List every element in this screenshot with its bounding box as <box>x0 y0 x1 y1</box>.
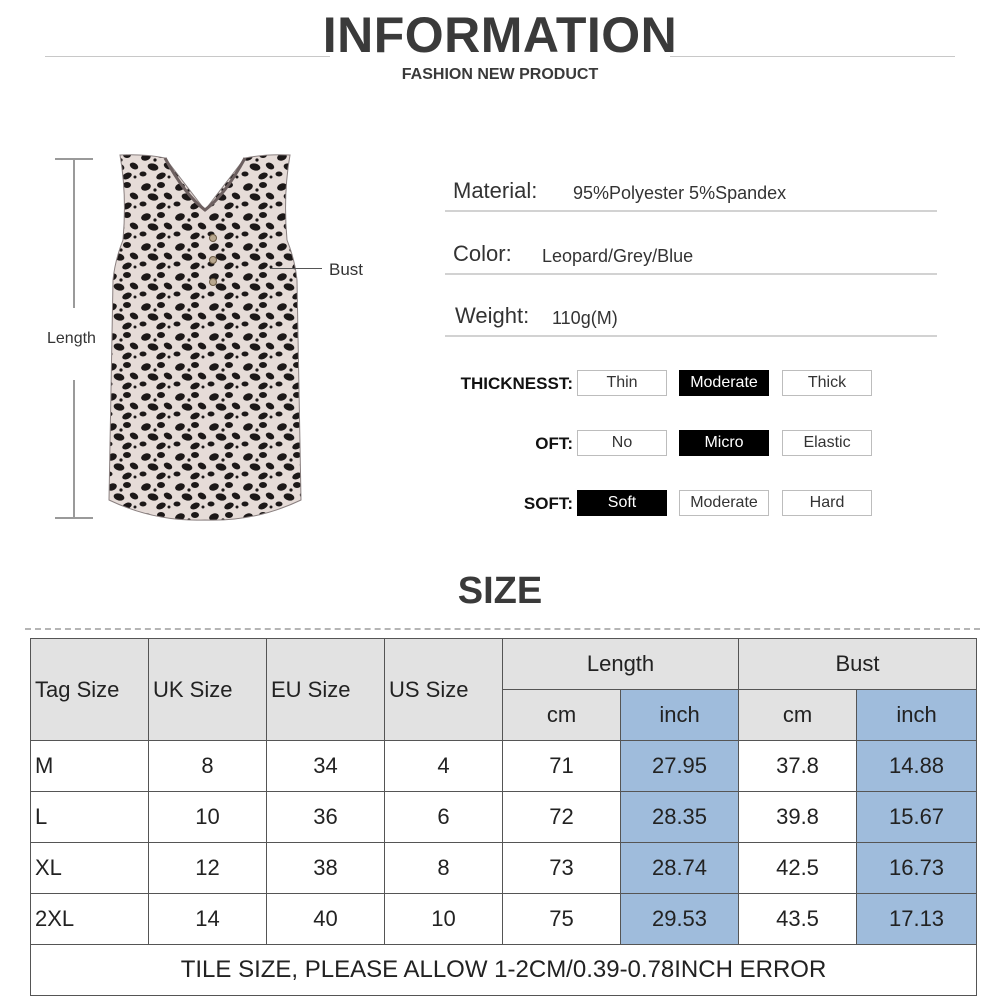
cell-uk: 10 <box>149 792 267 843</box>
table-row <box>31 792 977 843</box>
cell-uk: 8 <box>149 741 267 792</box>
cell-length-cm: 75 <box>503 894 621 945</box>
soft-soft: Soft <box>577 490 667 516</box>
bust-pointer-line <box>270 268 322 269</box>
cell-eu: 40 <box>267 894 385 945</box>
header-bust-cm: cm <box>739 690 857 741</box>
thickness-thick: Thick <box>782 370 872 396</box>
thickness-label: THICKNESST: <box>460 374 573 393</box>
bust-label: Bust <box>329 260 364 279</box>
header-eu-size: EU Size <box>267 639 385 741</box>
page-title: INFORMATION <box>322 7 678 63</box>
color-value: Leopard/Grey/Blue <box>542 246 694 266</box>
cell-length-cm: 72 <box>503 792 621 843</box>
cell-tag: XL <box>31 843 149 894</box>
cell-bust-inch: 15.67 <box>857 792 977 843</box>
cell-tag: L <box>31 792 149 843</box>
cell-uk: 14 <box>149 894 267 945</box>
cell-bust-inch: 16.73 <box>857 843 977 894</box>
header-length: Length <box>503 639 739 690</box>
thickness-moderate: Moderate <box>679 370 769 396</box>
cell-eu: 38 <box>267 843 385 894</box>
cell-us: 4 <box>385 741 503 792</box>
weight-value: 110g(M) <box>552 308 618 328</box>
oft-micro: Micro <box>679 430 769 456</box>
soft-hard: Hard <box>782 490 872 516</box>
material-row <box>445 170 937 212</box>
header-bust-inch: inch <box>857 690 977 741</box>
material-key: Material: <box>453 178 538 203</box>
cell-length-inch: 29.53 <box>621 894 739 945</box>
cell-bust-inch: 17.13 <box>857 894 977 945</box>
header-uk-size: UK Size <box>149 639 267 741</box>
cell-length-cm: 71 <box>503 741 621 792</box>
note-row <box>31 945 977 996</box>
oft-label: OFT: <box>535 434 573 453</box>
color-key: Color: <box>453 241 512 266</box>
cell-length-inch: 28.74 <box>621 843 739 894</box>
oft-no: No <box>577 430 667 456</box>
color-row <box>445 233 937 275</box>
length-line-upper <box>73 158 75 308</box>
weight-row <box>445 295 937 337</box>
size-table <box>30 638 977 996</box>
page-subtitle: FASHION NEW PRODUCT <box>401 66 599 83</box>
table-header-row <box>31 639 977 690</box>
size-title: SIZE <box>457 570 543 612</box>
cell-bust-cm: 37.8 <box>739 741 857 792</box>
dashed-divider <box>25 628 980 630</box>
soft-label: SOFT: <box>523 494 573 513</box>
cell-bust-cm: 43.5 <box>739 894 857 945</box>
oft-elastic: Elastic <box>782 430 872 456</box>
header-length-cm: cm <box>503 690 621 741</box>
weight-key: Weight: <box>455 303 530 328</box>
tank-top-image <box>105 150 305 530</box>
size-error-note: TILE SIZE, PLEASE ALLOW 1-2CM/0.39-0.78INCH ERROR <box>31 945 977 996</box>
material-value: 95%Polyester 5%Spandex <box>573 183 787 203</box>
cell-tag: 2XL <box>31 894 149 945</box>
cell-eu: 36 <box>267 792 385 843</box>
cell-eu: 34 <box>267 741 385 792</box>
cell-us: 10 <box>385 894 503 945</box>
header-us-size: US Size <box>385 639 503 741</box>
cell-bust-inch: 14.88 <box>857 741 977 792</box>
length-bottom-tick <box>55 517 93 519</box>
table-row <box>31 741 977 792</box>
cell-bust-cm: 42.5 <box>739 843 857 894</box>
cell-uk: 12 <box>149 843 267 894</box>
cell-length-inch: 28.35 <box>621 792 739 843</box>
header-tag-size: Tag Size <box>31 639 149 741</box>
cell-us: 6 <box>385 792 503 843</box>
length-line-lower <box>73 380 75 518</box>
thickness-thin: Thin <box>577 370 667 396</box>
table-row <box>31 894 977 945</box>
header-bust: Bust <box>739 639 977 690</box>
cell-tag: M <box>31 741 149 792</box>
cell-length-inch: 27.95 <box>621 741 739 792</box>
cell-us: 8 <box>385 843 503 894</box>
table-row <box>31 843 977 894</box>
soft-moderate: Moderate <box>679 490 769 516</box>
cell-length-cm: 73 <box>503 843 621 894</box>
length-label: Length <box>47 330 96 347</box>
header-length-inch: inch <box>621 690 739 741</box>
cell-bust-cm: 39.8 <box>739 792 857 843</box>
